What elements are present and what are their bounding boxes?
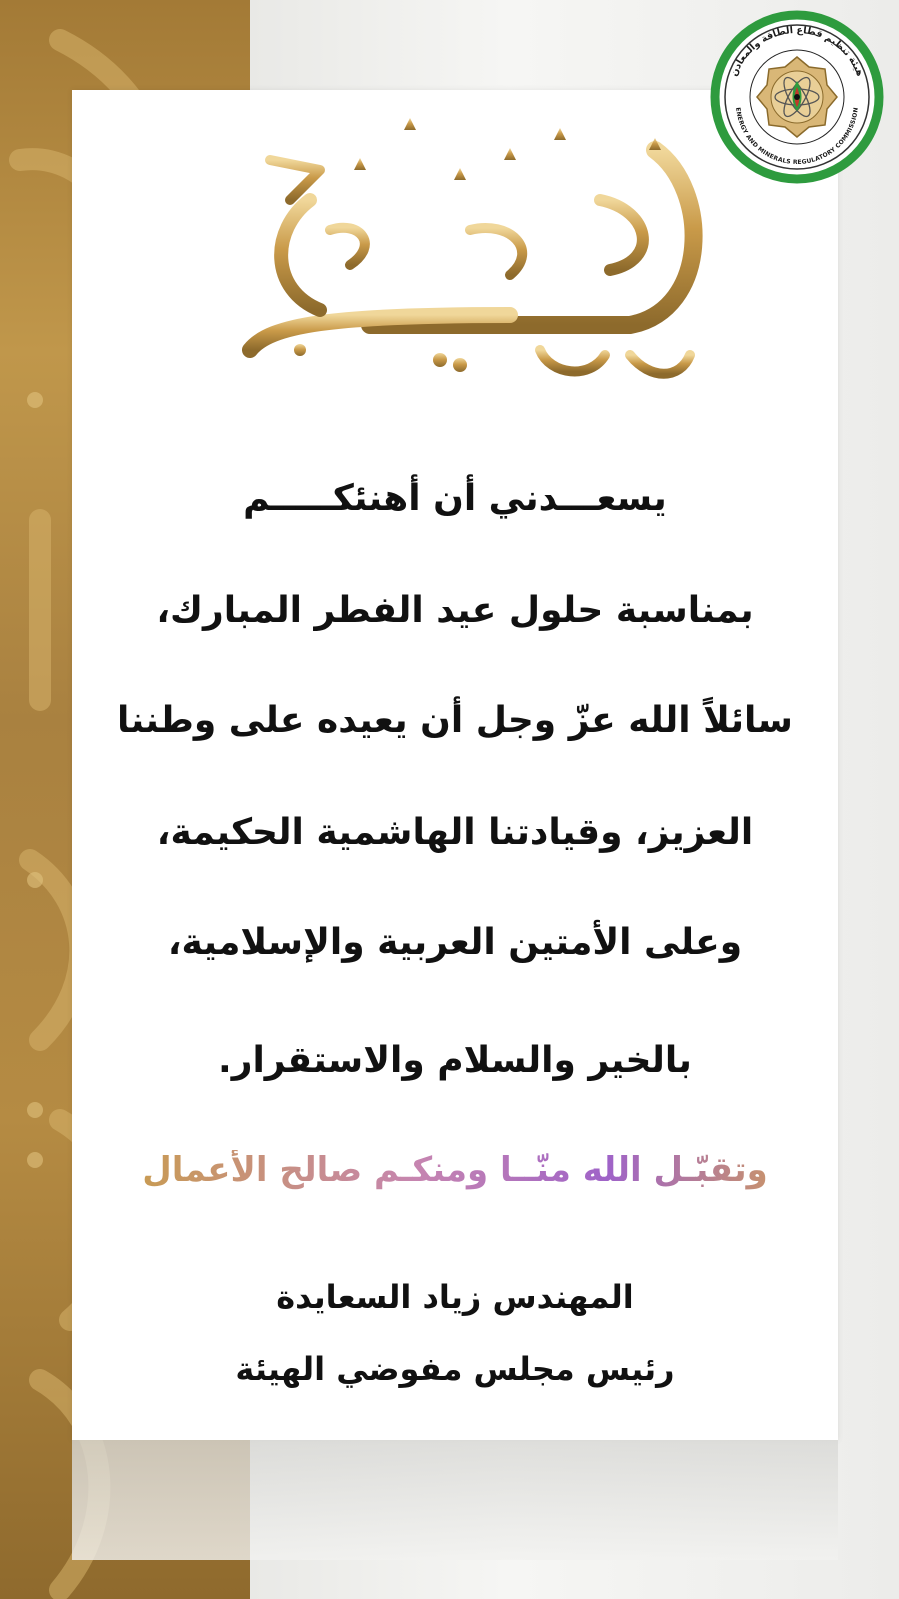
blessing-text: وتقبّـل الله منّــا ومنكـم صالح الأعمال bbox=[72, 1150, 838, 1190]
greeting-line-1: يسعـــدني أن أهنئكـــــم bbox=[243, 478, 667, 519]
card-shadow bbox=[72, 1440, 838, 1560]
greeting-line-4: العزيز، وقيادتنا الهاشمية الحكيمة، bbox=[156, 812, 754, 853]
eid-mubarak-calligraphy bbox=[210, 110, 710, 410]
svg-text:ENERGY AND MINERALS REGULATORY: ENERGY AND MINERALS REGULATORY COMMISSION bbox=[734, 107, 860, 167]
energy-minerals-commission-logo bbox=[708, 8, 886, 186]
greeting-line-3: سائلاً الله عزّ وجل أن يعيده على وطننا bbox=[117, 700, 793, 741]
signatory-name: المهندس زياد السعايدة bbox=[276, 1278, 634, 1316]
greeting-line-6: بالخير والسلام والاستقرار. bbox=[218, 1040, 692, 1081]
logo-emblem bbox=[757, 57, 837, 137]
signatory-title: رئيس مجلس مفوضي الهيئة bbox=[235, 1350, 675, 1388]
greeting-line-5: وعلى الأمتين العربية والإسلامية، bbox=[167, 922, 743, 963]
greeting-line-2: بمناسبة حلول عيد الفطر المبارك، bbox=[156, 590, 754, 631]
svg-text:هيئة تنظيم قطاع الطاقة والمعاد: هيئة تنظيم قطاع الطاقة والمعادن bbox=[728, 24, 866, 78]
